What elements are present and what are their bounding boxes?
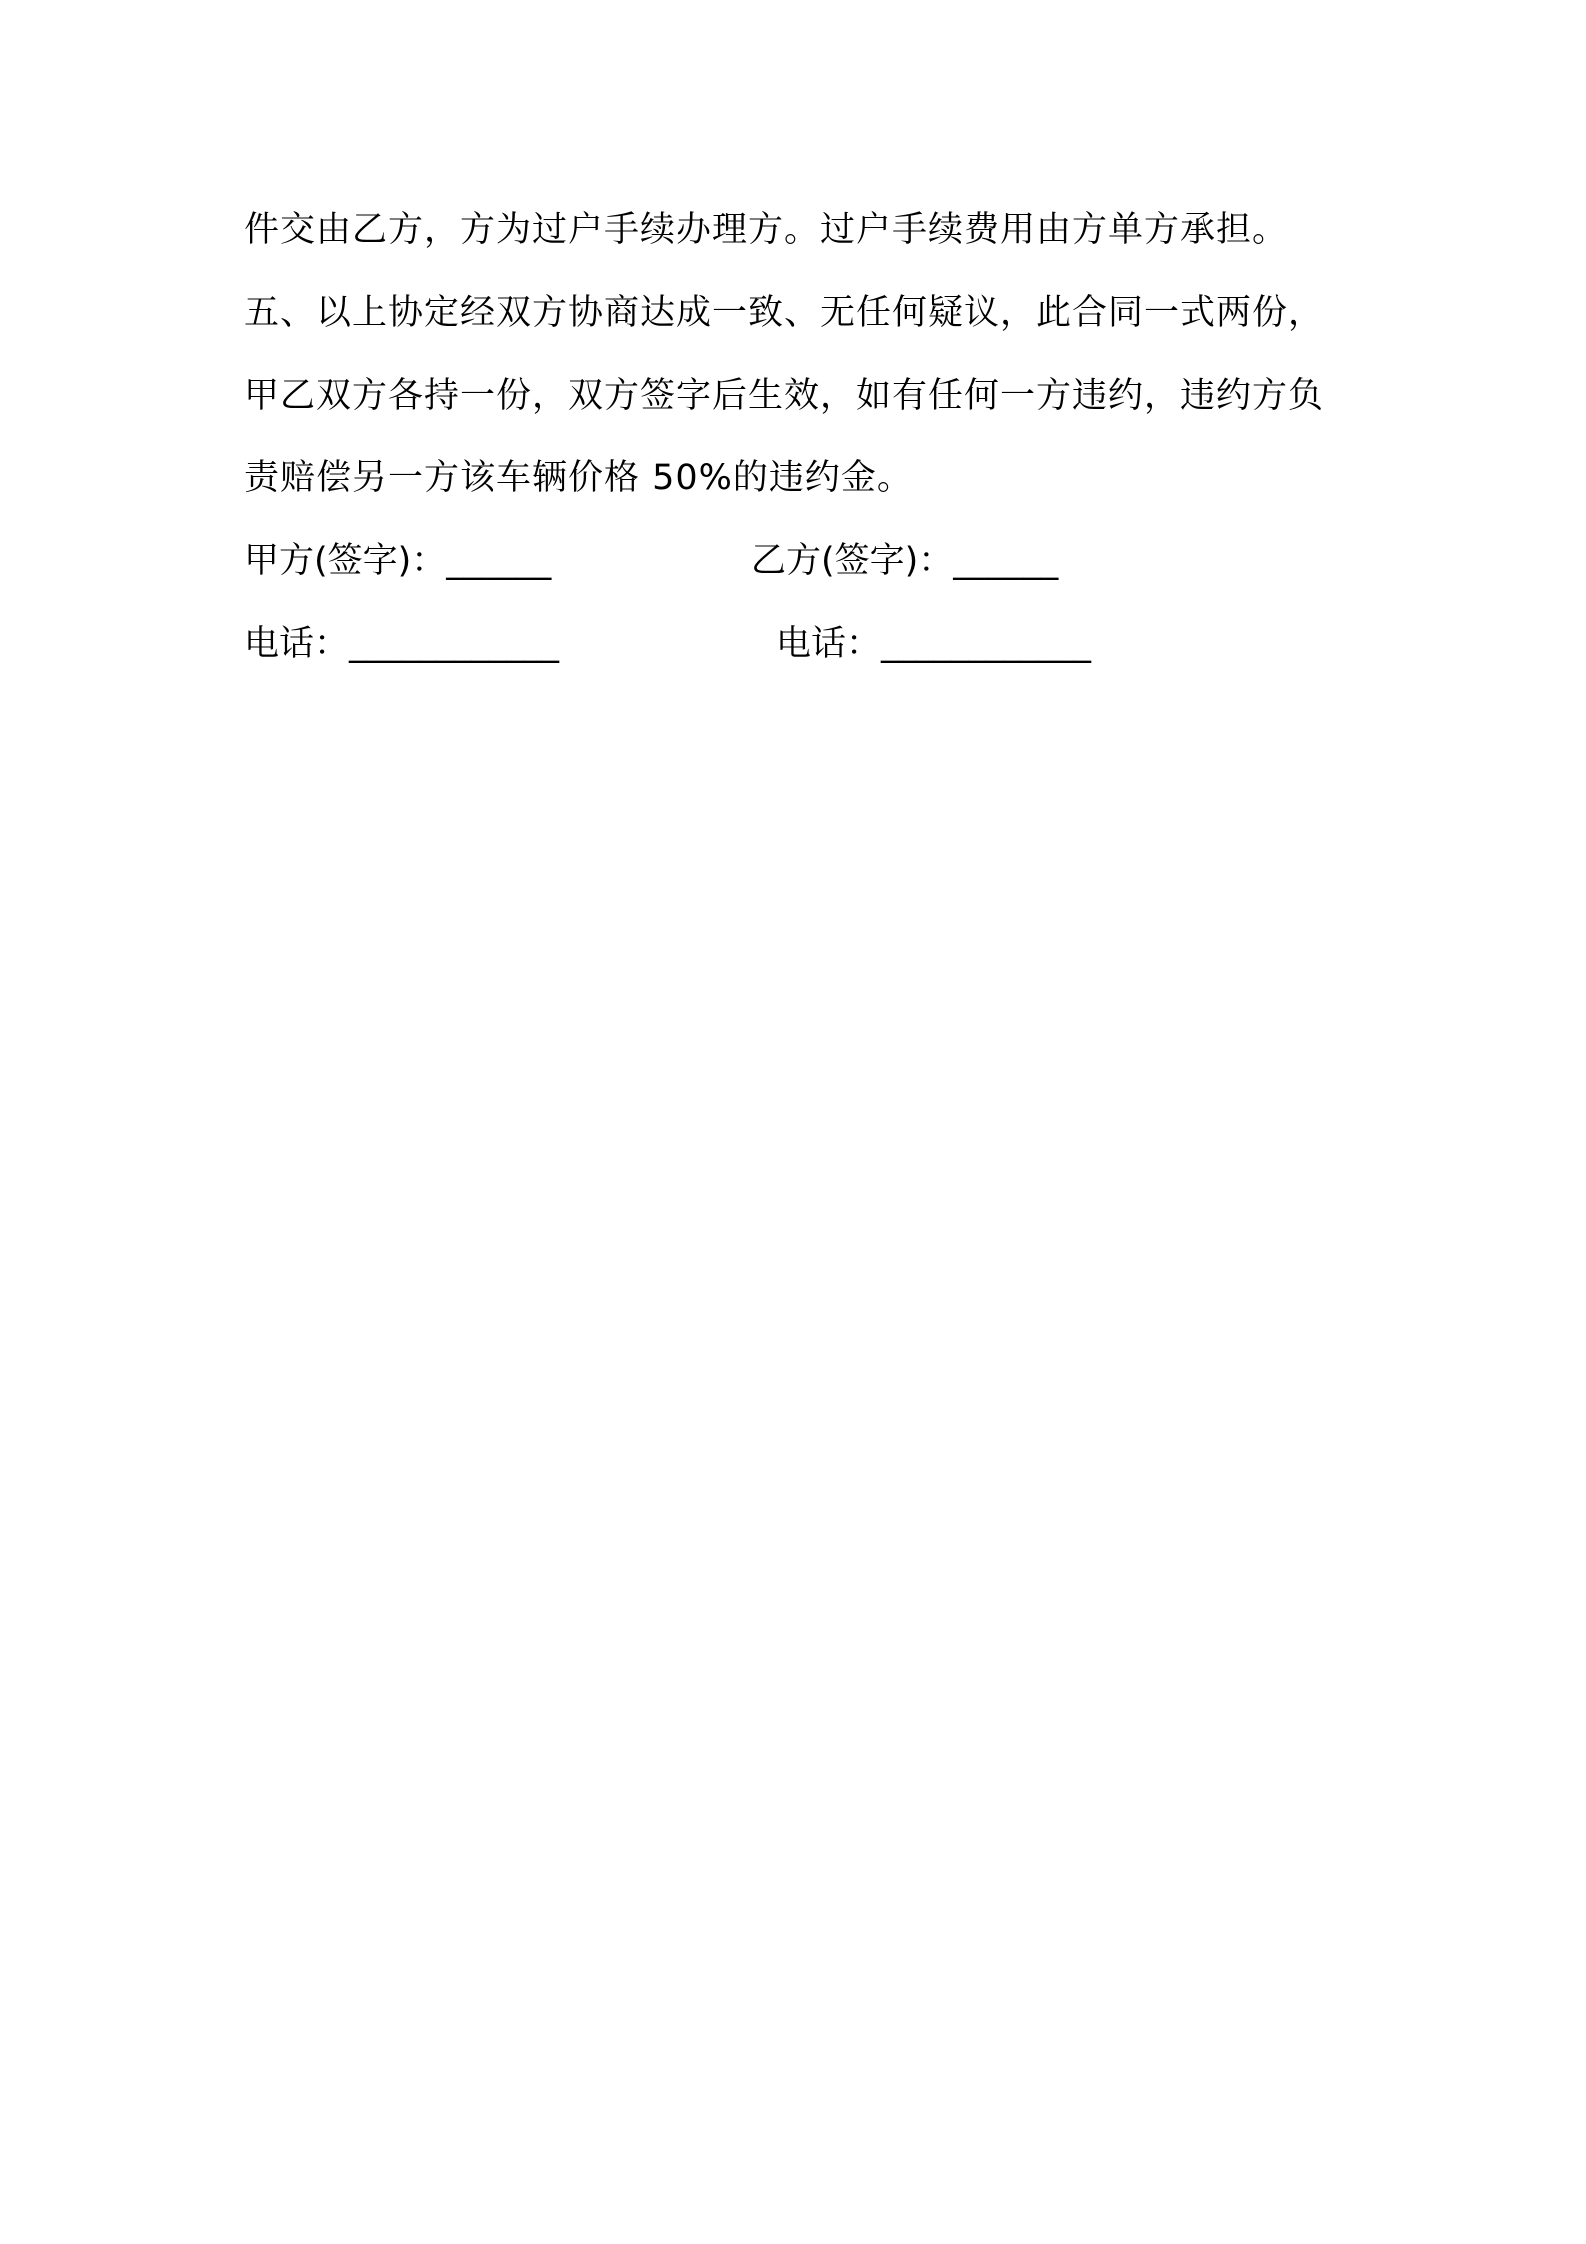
phone-row [244,622,1444,666]
party-b-phone-field: 电话：____________ [776,624,1092,664]
paragraph-line: 件交由乙方，方为过户手续办理方。过户手续费用由方单方承担。 [244,210,1289,250]
party-a-phone-field: 电话：____________ [244,624,560,664]
paragraph-line: 甲乙双方各持一份，双方签字后生效，如有任何一方违约，违约方负 [244,376,1325,416]
party-a-signature-field: 甲方(签字)：______ [244,541,552,581]
paragraph-line: 责赔偿另一方该车辆价格 50%的违约金。 [244,458,913,498]
signature-row [244,539,1444,583]
party-b-signature-field: 乙方(签字)：______ [751,541,1059,581]
paragraph-line: 五、以上协定经双方协商达成一致、无任何疑议，此合同一式两份， [244,293,1325,333]
